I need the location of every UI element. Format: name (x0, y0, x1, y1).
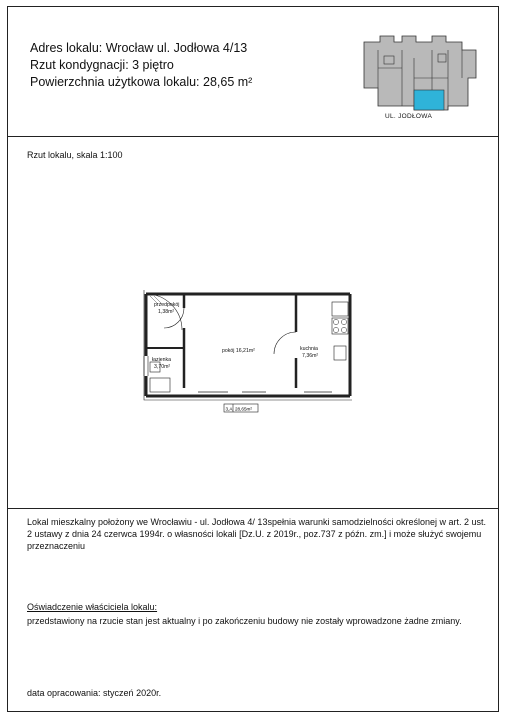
scale-label: Rzut lokalu, skala 1:100 (27, 150, 123, 160)
preparation-date: data opracowania: styczeń 2020r. (27, 688, 162, 698)
address-line: Adres lokalu: Wrocław ul. Jodłowa 4/13 (30, 41, 248, 55)
street-label: UL. JODŁOWA (385, 113, 433, 120)
area-line: Powierzchnia użytkowa lokalu: 28,65 m² (30, 75, 253, 89)
room-area-lazienka: 3,70m² (154, 364, 171, 370)
room-area-przedpokoj: 1,38m² (158, 309, 175, 315)
divider-header (7, 136, 499, 137)
room-label-kuchnia: kuchnia (300, 346, 318, 352)
legal-statement: Lokal mieszkalny położony we Wrocławiu - ul. Jodłowa 4/ 13spełnia warunki samodzielności określonej w art. 2 ust. 2 ustawy z dnia 24 czerwca 1994r. o własności lokali [Dz.U. z 2019r., poz.737 z późn. zm.] i może służyć swojemu przeznaczeniu (27, 517, 487, 551)
room-label-lazienka: łazienka (152, 357, 172, 363)
floor-line: Rzut kondygnacji: 3 piętro (30, 58, 174, 72)
total-area-tag (224, 404, 258, 412)
declaration-body: przedstawiony na rzucie stan jest aktualny i po zakończeniu budowy nie zostały wprowadzone żadne zmiany. (27, 616, 462, 626)
unit-highlight (414, 90, 444, 110)
total-tag-prefix: 3,A (225, 406, 233, 412)
floor-plan (136, 284, 356, 416)
room-label-pokoj: pokój 16,21m² (222, 348, 255, 354)
total-tag-value: 28,65m² (235, 406, 252, 412)
declaration-title: Oświadczenie właściciela lokalu: (27, 602, 158, 612)
room-label-przedpokoj: przedpokój (154, 302, 180, 308)
header-block (30, 40, 252, 91)
divider-plan (7, 508, 499, 509)
room-area-kuchnia: 7,36m² (302, 353, 319, 359)
